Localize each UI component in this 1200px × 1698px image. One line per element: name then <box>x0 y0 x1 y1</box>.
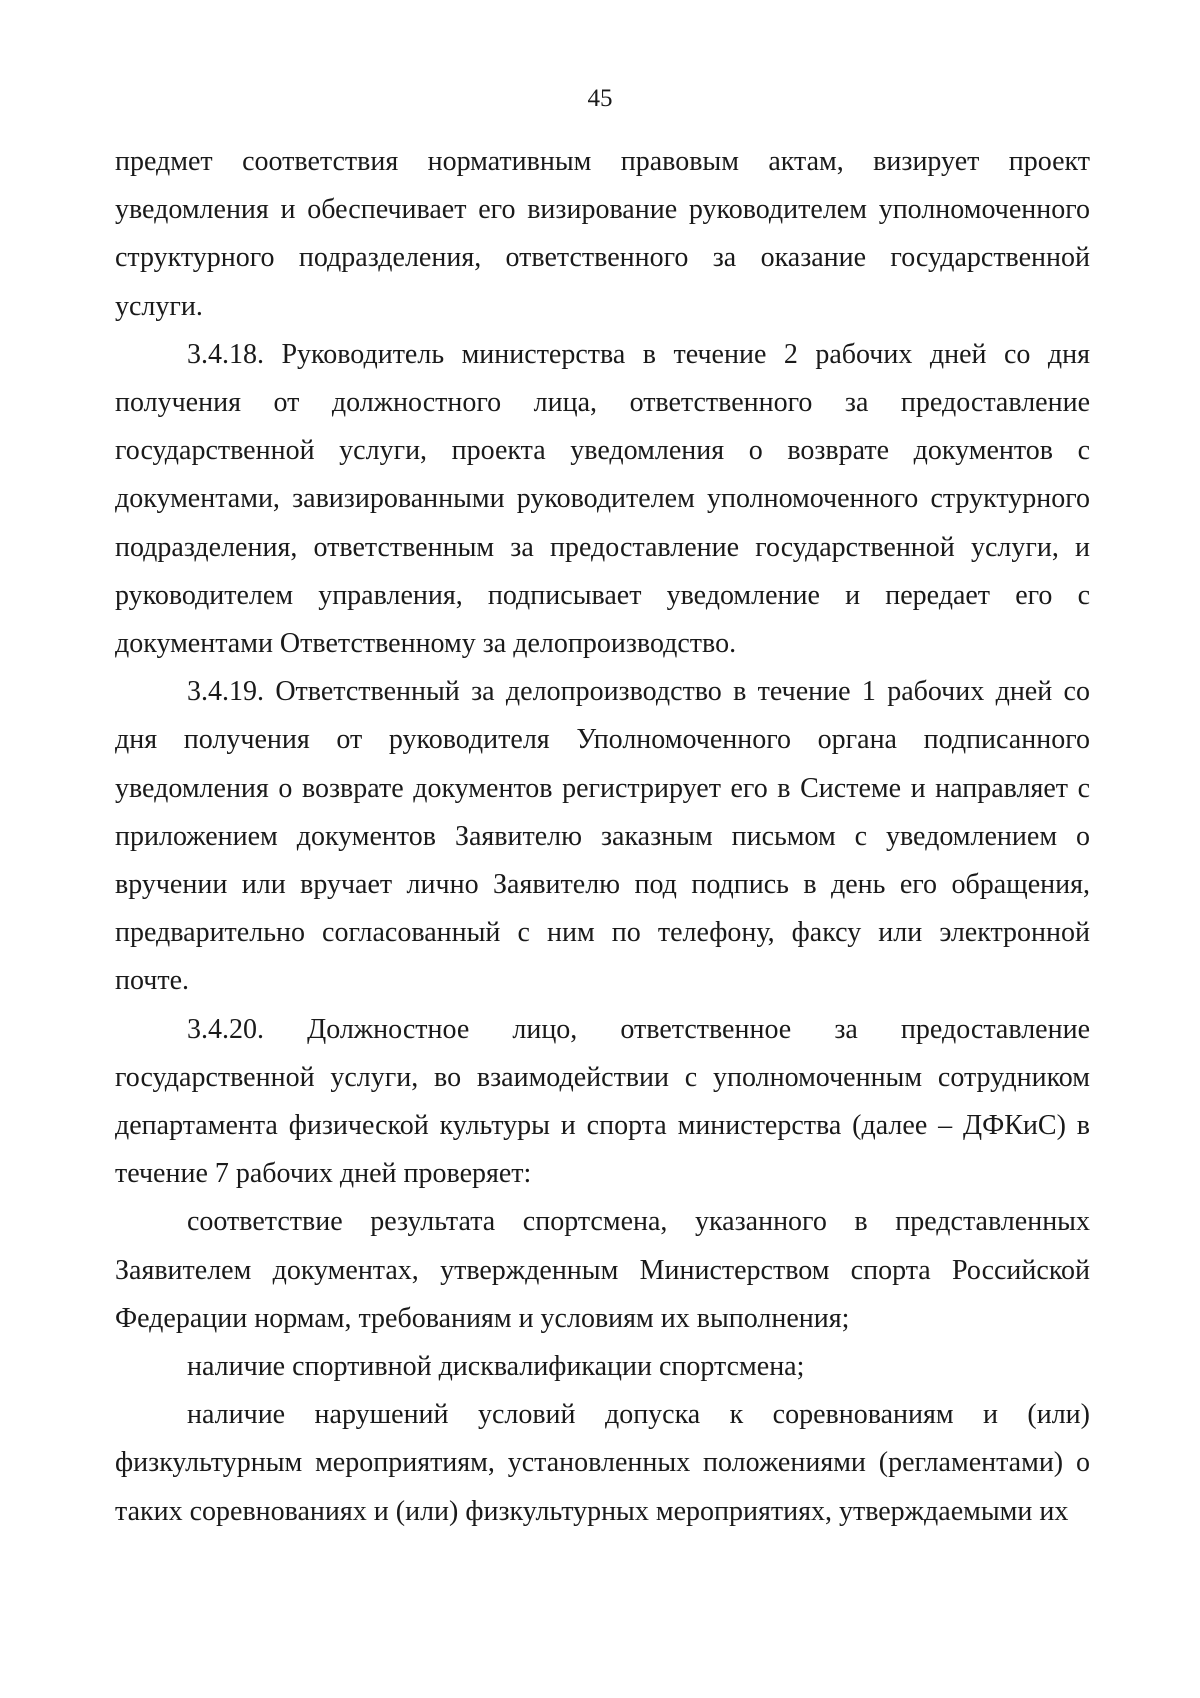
list-item-result-compliance: соответствие результата спортсмена, указанного в представленных Заявителем документах, утвержденным Министерством спорта Российской Федерации нормам, требованиям и условиям их выполнения; <box>115 1206 1090 1334</box>
paragraph-continuation: предмет соответствия нормативным правовым актам, визирует проект уведомления и обеспечивает его визирование руководителем уполномоченного структурного подразделения, ответственного за оказание государственной услуги. <box>115 146 1090 322</box>
list-item-admission-violations: наличие нарушений условий допуска к соревнованиям и (или) физкультурным мероприятиям, установленных положениями (регламентами) о таких соревнованиях и (или) физкультурных мероприятиях, утверждаемыми их <box>115 1399 1090 1527</box>
page-number: 45 <box>587 85 613 112</box>
paragraph-3-4-19: 3.4.19. Ответственный за делопроизводство в течение 1 рабочих дней со дня получения от руководителя Уполномоченного органа подписанного уведомления о возврате документов регистрирует его в Системе и направляет с приложением документов Заявителю заказным письмом с уведомлением о вручении или вручает лично Заявителю под подпись в день его обращения, предварительно согласованный с ним по телефону, факсу или электронной почте. <box>115 676 1090 997</box>
paragraph-3-4-18: 3.4.18. Руководитель министерства в течение 2 рабочих дней со дня получения от должностного лица, ответственного за предоставление государственной услуги, проекта уведомления о возврате документов с документами, завизированными руководителем уполномоченного структурного подразделения, ответственным за предоставление государственной услуги, и руководителем управления, подписывает уведомление и передает его с документами Ответственному за делопроизводство. <box>115 338 1090 660</box>
document-body <box>115 138 1090 1536</box>
paragraph-3-4-20: 3.4.20. Должностное лицо, ответственное за предоставление государственной услуги, во взаимодействии с уполномоченным сотрудником департамента физической культуры и спорта министерства (далее – ДФКиС) в течение 7 рабочих дней проверяет: <box>115 1013 1090 1190</box>
list-item-disqualification: наличие спортивной дисквалификации спортсмена; <box>187 1351 805 1383</box>
